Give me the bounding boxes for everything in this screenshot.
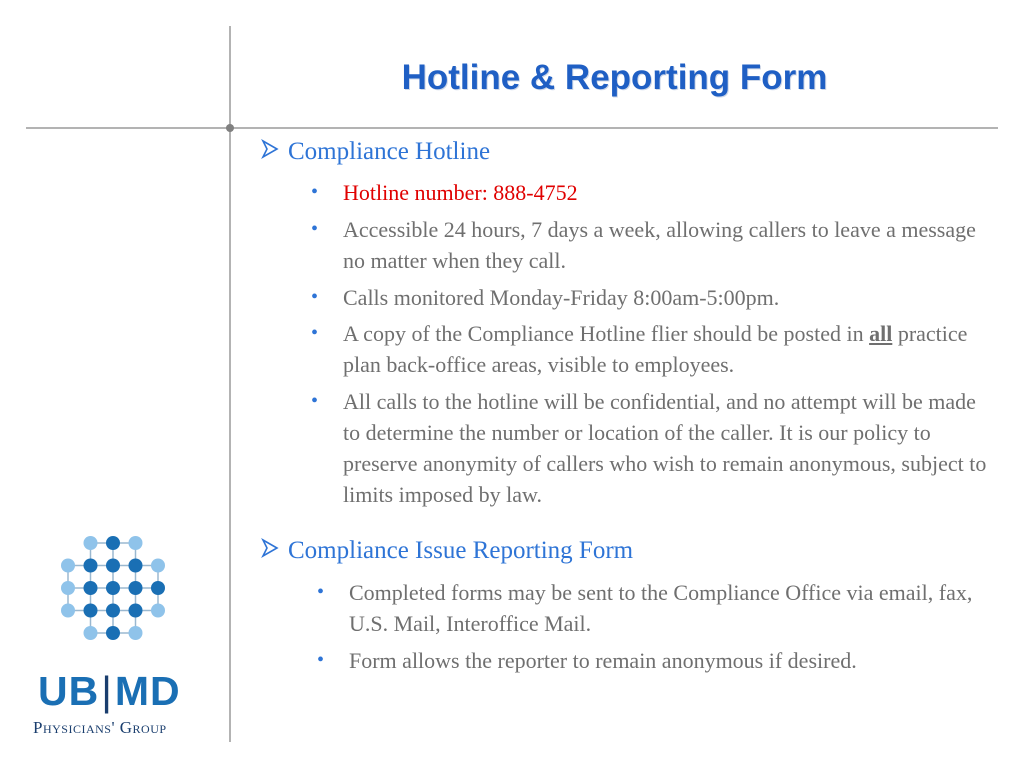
vertical-divider [229, 26, 231, 742]
list-item [311, 177, 993, 208]
logo-grid-dot [151, 581, 165, 595]
list-item-text: All calls to the hotline will be confidential, and no attempt will be made to determine the number or location of the caller. It is our policy to preserve anonymity of callers who wish to remain anonymous, subject to limits imposed by law. [343, 389, 987, 507]
logo-grid-dot [106, 626, 120, 640]
list-item [311, 386, 993, 510]
logo-grid-dot [84, 536, 98, 550]
logo-grid-dot [151, 604, 165, 618]
logo-grid-dot [129, 536, 143, 550]
list-item-text: Accessible 24 hours, 7 days a week, allowing callers to leave a message no matter when they call. [343, 217, 976, 273]
logo-grid-dot [106, 604, 120, 618]
section-heading-reporting-form [260, 537, 633, 565]
logo-grid-dot [61, 559, 75, 573]
logo-grid-dot [129, 604, 143, 618]
list-item [317, 577, 989, 639]
bullet-dot-icon: • [311, 181, 319, 203]
bullet-dot-icon: • [317, 581, 325, 603]
logo-separator: | [101, 668, 113, 714]
logo-text-right: MD [114, 668, 181, 714]
logo-grid-dot [84, 626, 98, 640]
section-heading-label: Compliance Issue Reporting Form [288, 537, 634, 564]
list-item [311, 282, 993, 313]
horizontal-divider [26, 127, 998, 129]
section-heading-label: Compliance Hotline [288, 138, 491, 165]
logo-subtitle: Physicians' Group [33, 718, 167, 737]
logo-grid-dot [61, 604, 75, 618]
list-item-text: A copy of the Compliance Hotline flier should be posted in [343, 321, 870, 346]
list-item-text: Calls monitored Monday-Friday 8:00am-5:00pm. [343, 285, 780, 310]
emphasis-all: all [869, 321, 893, 346]
list-item-text: Form allows the reporter to remain anonymous if desired. [349, 648, 857, 673]
list-item-text: practice plan back-office areas, visible to employees. [343, 321, 968, 377]
logo-grid-dot [151, 559, 165, 573]
logo-grid-dot [106, 581, 120, 595]
bullet-dot-icon: • [311, 390, 319, 412]
hotline-number: Hotline number: 888-4752 [343, 180, 578, 205]
logo-text-left: UB [38, 668, 100, 714]
logo-grid-dot [84, 581, 98, 595]
list-item-text: Completed forms may be sent to the Compliance Office via email, fax, U.S. Mail, Interoffice Mail. [349, 580, 973, 636]
list-item [311, 318, 993, 380]
logo-grid-dot [61, 581, 75, 595]
logo-grid-dot [106, 536, 120, 550]
ubmd-logo-grid-icon [58, 533, 176, 651]
bullet-dot-icon: • [311, 286, 319, 308]
arrow-bullet-icon [260, 537, 288, 565]
logo-grid-dot [84, 604, 98, 618]
ubmd-logo-wordmark [38, 668, 198, 715]
arrow-bullet-icon [260, 138, 288, 166]
logo-grid-dot [129, 581, 143, 595]
bullet-dot-icon: • [317, 649, 325, 671]
list-item [311, 214, 993, 276]
page-title: Hotline & Reporting Form [401, 58, 828, 97]
logo-grid-dot [129, 559, 143, 573]
divider-intersection-dot [226, 124, 234, 132]
logo-grid-dot [84, 559, 98, 573]
bullet-dot-icon: • [311, 218, 319, 240]
list-item [317, 645, 989, 676]
section-heading-hotline [260, 138, 490, 166]
logo-grid-dot [106, 559, 120, 573]
logo-grid-dot [129, 626, 143, 640]
bullet-dot-icon: • [311, 322, 319, 344]
